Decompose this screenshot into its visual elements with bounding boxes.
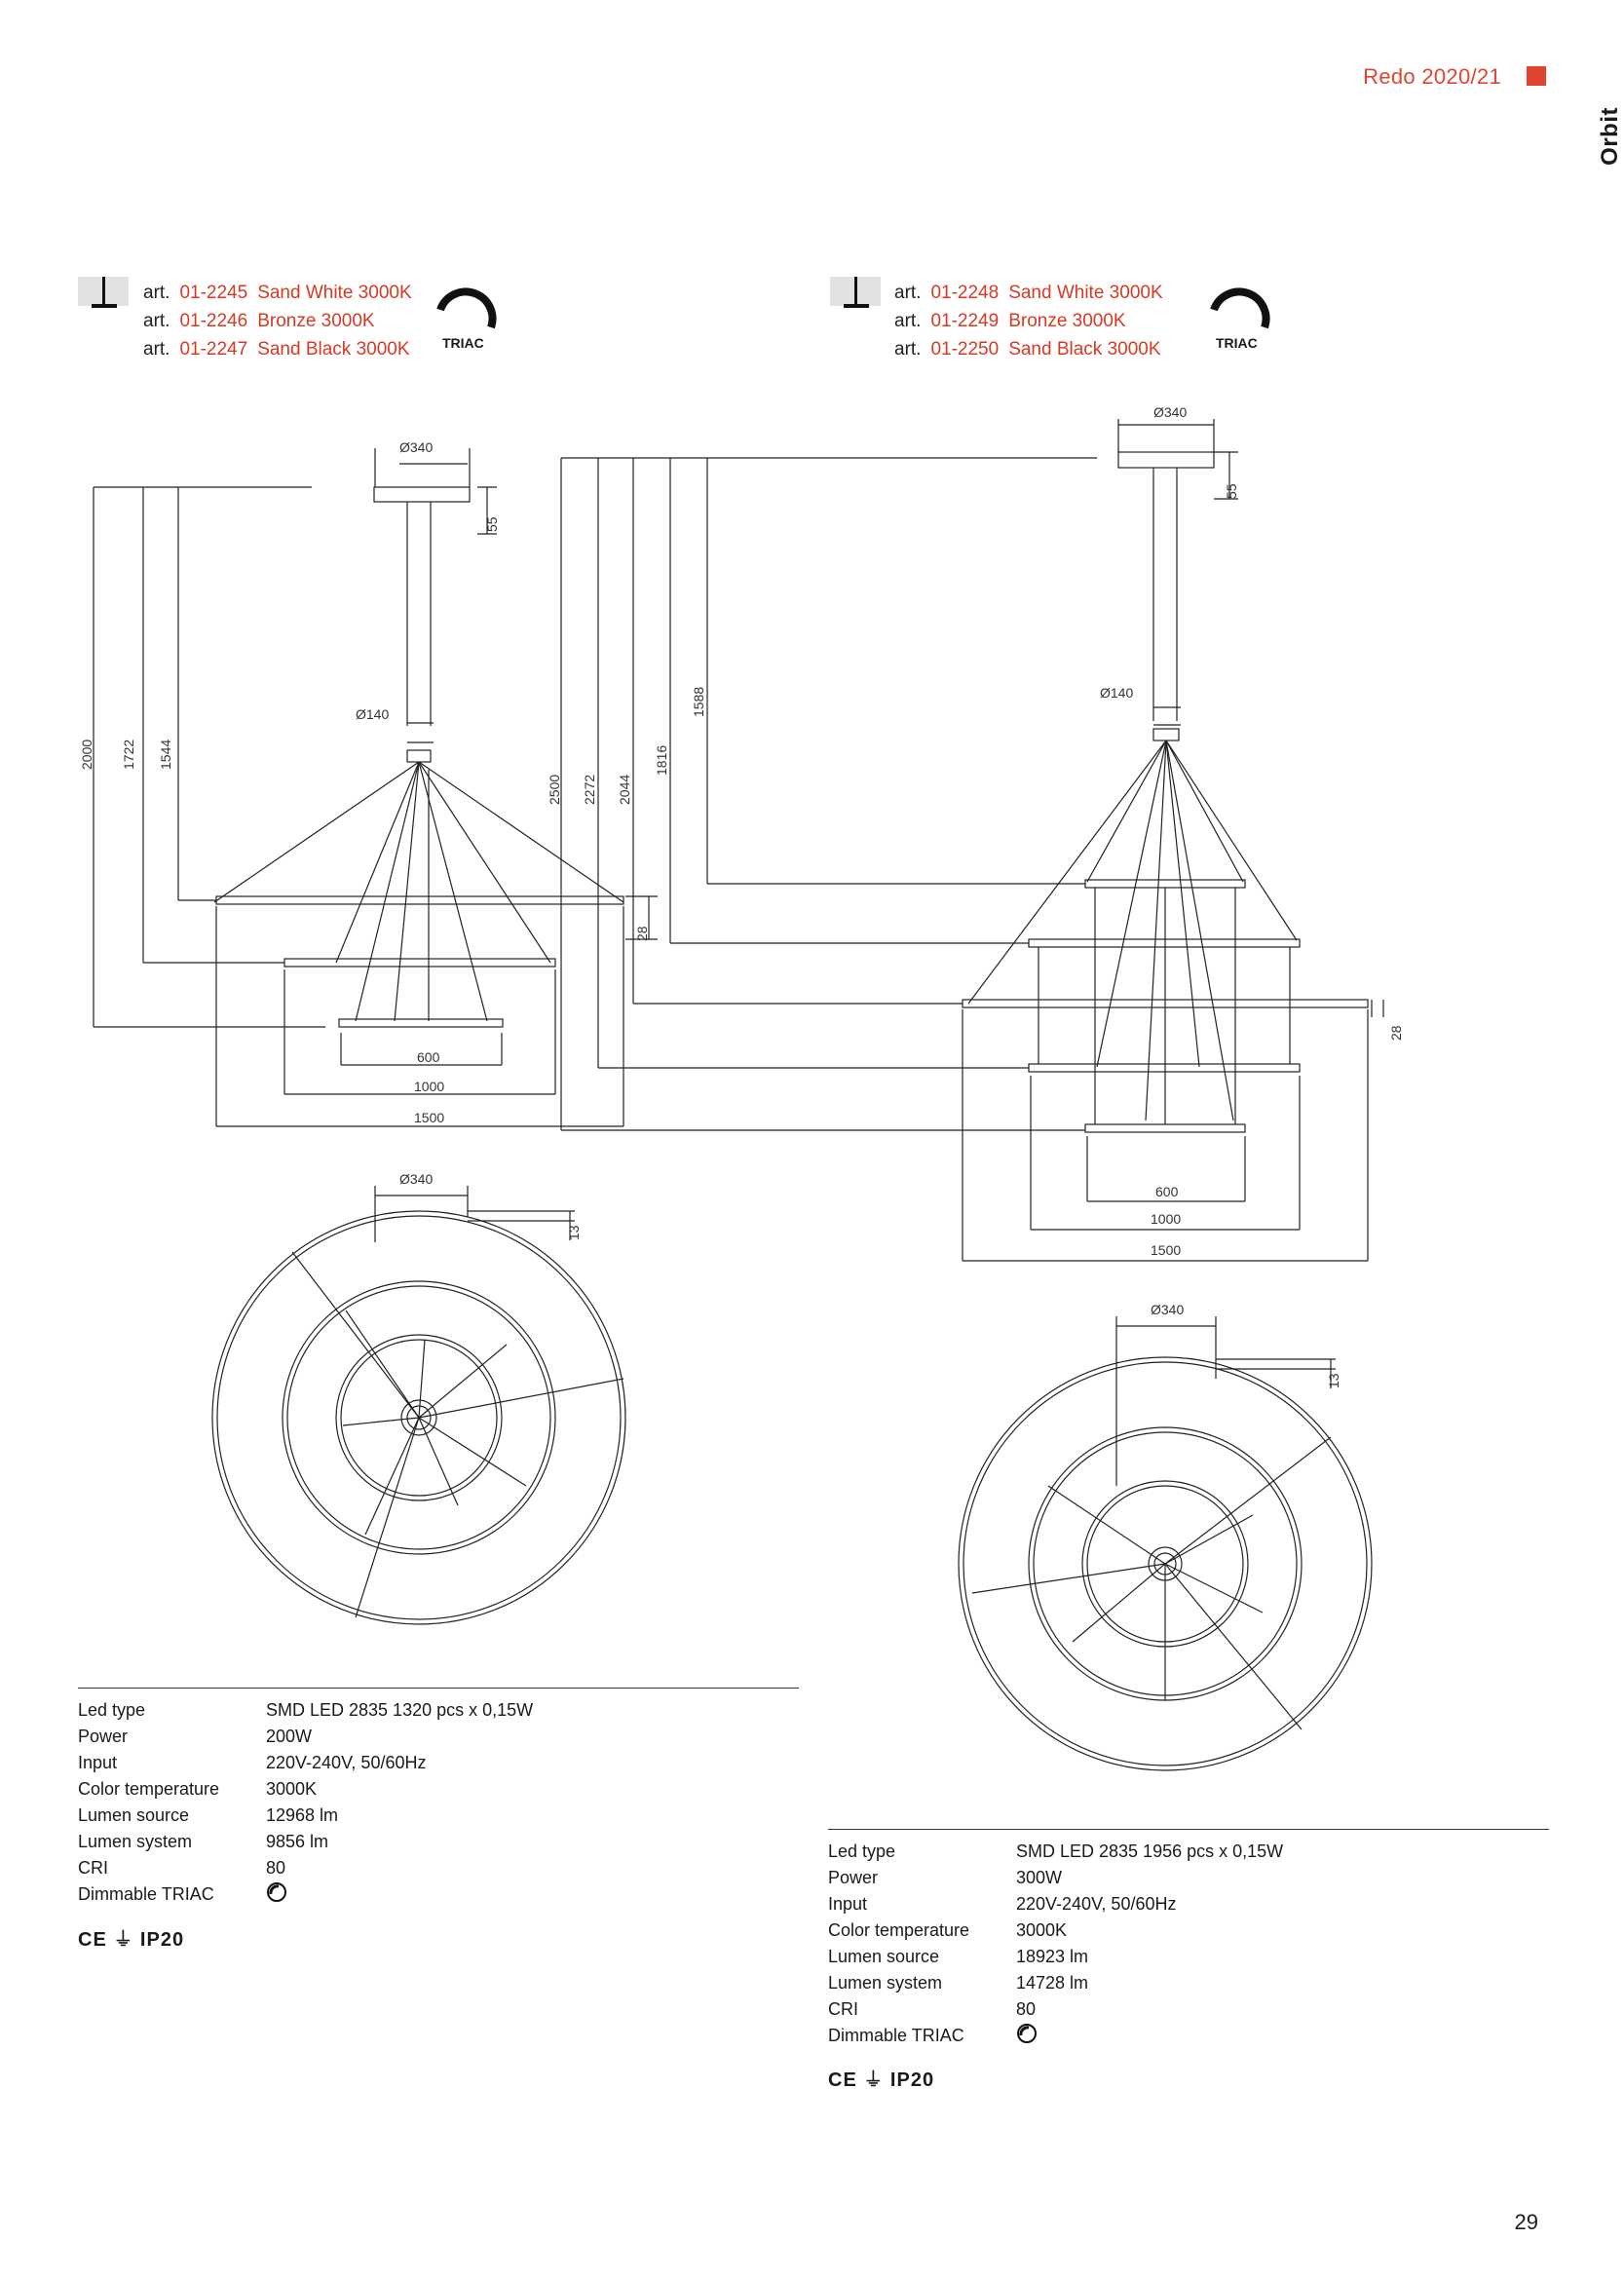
- spec-row: Led type SMD LED 2835 1320 pcs x 0,15W: [78, 1700, 534, 1720]
- spec-table-left: [78, 1697, 533, 1908]
- dim-height-3: 2044: [617, 774, 632, 805]
- earth-ground-icon: ⏚: [113, 1929, 134, 1951]
- dim-ring-height: 28: [1388, 1025, 1404, 1041]
- dim-plan-canopy: Ø340: [1151, 1302, 1185, 1317]
- spec-row: Color temperature 3000K: [78, 1779, 318, 1799]
- spec-divider: [78, 1688, 799, 1689]
- dim-hub: Ø140: [1100, 685, 1134, 701]
- triac-dimmable-icon: TRIAC: [433, 298, 503, 353]
- page-number: 29: [1514, 2210, 1538, 2234]
- dim-plan-canopy: Ø340: [399, 1171, 434, 1187]
- dim-small-ring: 600: [417, 1049, 440, 1065]
- dim-canopy: Ø340: [399, 439, 434, 455]
- dim-total-height: 2000: [79, 739, 94, 770]
- article-line: art. 01-2247 Sand Black 3000K: [143, 339, 410, 360]
- spec-row: Color temperature 3000K: [828, 1920, 1068, 1940]
- dim-top-height: 1588: [691, 686, 706, 717]
- ip-rating: IP20: [889, 2069, 935, 2091]
- spec-row: Dimmable TRIAC: [828, 2023, 1283, 2049]
- spec-row: Input 220V-240V, 50/60Hz: [78, 1753, 427, 1772]
- dim-plan-height: 13: [1326, 1373, 1341, 1388]
- dim-mid-ring: 1000: [1151, 1211, 1182, 1227]
- dim-large-ring: 1500: [414, 1110, 445, 1125]
- dim-canopy-height: 55: [1224, 483, 1239, 499]
- spec-row: CRI 80: [78, 1858, 286, 1878]
- dim-canopy-height: 55: [484, 516, 500, 532]
- ce-mark-icon: CE: [828, 2069, 857, 2091]
- dim-small-ring: 600: [1155, 1184, 1179, 1199]
- spec-divider: [828, 1829, 1549, 1830]
- ip-rating: IP20: [139, 1929, 185, 1951]
- dim-mid-height: 1722: [121, 739, 136, 770]
- certification-left: [78, 1923, 184, 1952]
- spec-row: Power 200W: [78, 1727, 313, 1746]
- spec-row: Lumen system 14728 lm: [828, 1973, 1089, 1993]
- dimmer-icon: [1016, 2023, 1038, 2044]
- dim-height-2: 2272: [582, 774, 597, 805]
- spec-row: Power 300W: [828, 1868, 1063, 1887]
- ce-mark-icon: CE: [78, 1929, 107, 1951]
- spec-row: Lumen system 9856 lm: [78, 1832, 329, 1851]
- article-line: art. 01-2248 Sand White 3000K: [894, 283, 1163, 303]
- dim-plan-height: 13: [566, 1225, 582, 1240]
- earth-ground-icon: ⏚: [863, 2069, 885, 2091]
- article-line: art. 01-2250 Sand Black 3000K: [894, 339, 1161, 360]
- dim-top-height: 1544: [158, 739, 173, 770]
- article-line: art. 01-2246 Bronze 3000K: [143, 311, 375, 331]
- certification-right: [828, 2064, 934, 2092]
- spec-row: Lumen source 12968 lm: [78, 1805, 339, 1825]
- spec-row: Lumen source 18923 lm: [828, 1947, 1089, 1966]
- dimmer-icon: [266, 1881, 287, 1903]
- spec-table-right: [828, 1839, 1283, 2049]
- triac-dimmable-icon: TRIAC: [1206, 298, 1276, 353]
- dim-hub: Ø140: [356, 706, 390, 722]
- dim-total-height: 2500: [547, 774, 562, 805]
- article-line: art. 01-2245 Sand White 3000K: [143, 283, 412, 303]
- plan-drawing-left: [0, 1164, 805, 1652]
- spec-row: Led type SMD LED 2835 1956 pcs x 0,15W: [828, 1841, 1284, 1861]
- spec-row: Input 220V-240V, 50/60Hz: [828, 1894, 1177, 1914]
- plan-drawing-right: [805, 1291, 1610, 1739]
- elevation-drawing-left: [0, 0, 805, 1169]
- dim-height-4: 1816: [654, 744, 669, 776]
- spec-row: CRI 80: [828, 1999, 1037, 2019]
- series-name: Orbit: [1597, 107, 1623, 166]
- collection-title: Redo 2020/21: [1363, 64, 1501, 89]
- article-line: art. 01-2249 Bronze 3000K: [894, 311, 1126, 331]
- dim-mid-ring: 1000: [414, 1079, 445, 1094]
- dim-ring-height: 28: [634, 926, 650, 941]
- dim-canopy: Ø340: [1153, 404, 1188, 420]
- spec-row: Dimmable TRIAC: [78, 1881, 533, 1908]
- dim-large-ring: 1500: [1151, 1242, 1182, 1258]
